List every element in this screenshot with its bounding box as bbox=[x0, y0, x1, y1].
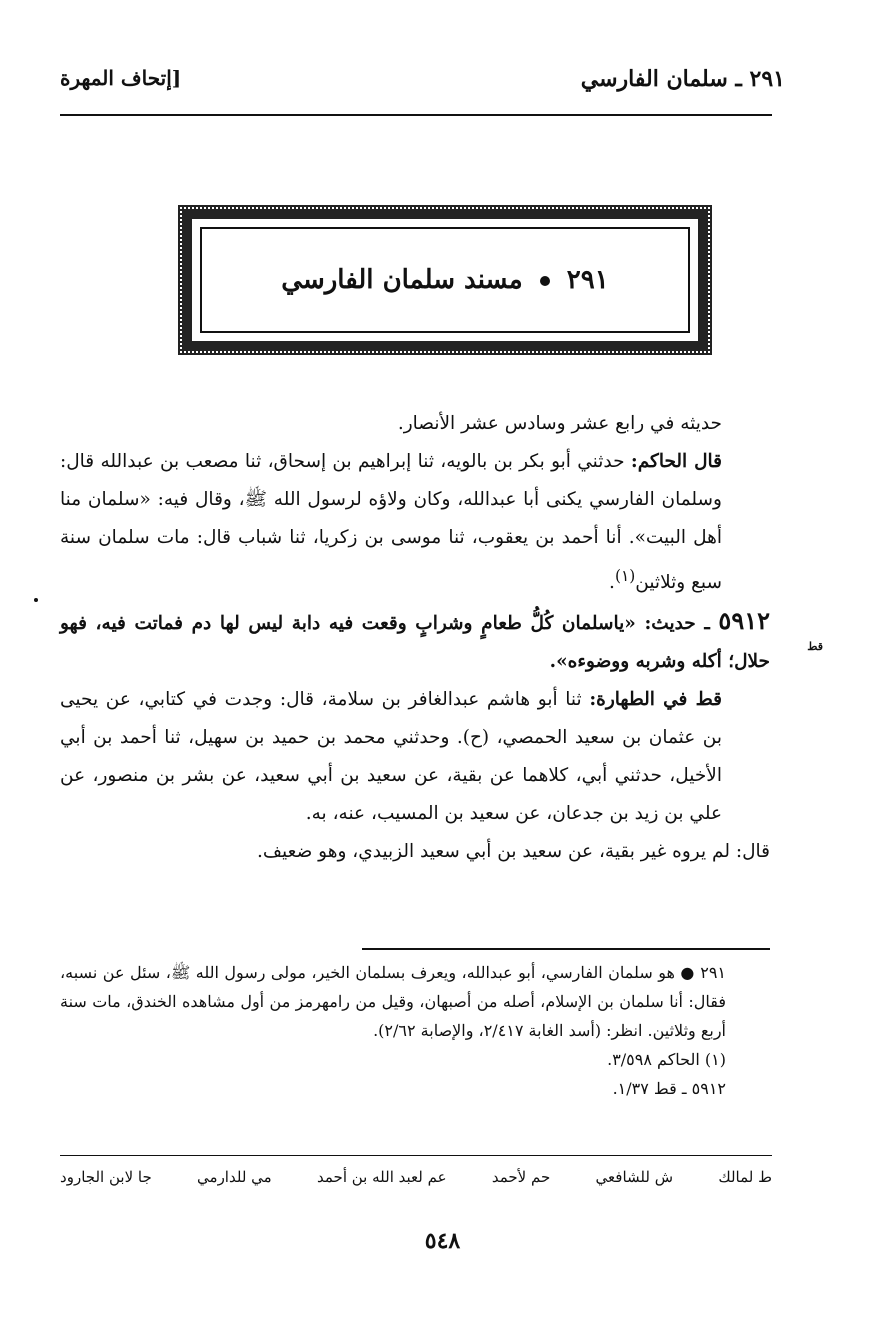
footnote-bio: ٢٩١ ● هو سلمان الفارسي، أبو عبدالله، ويعرف بسلمان الخير، مولى رسول الله ﷺ، سئل عن نسبه، فقال: أنا سلمان بن الإسلام، أصله من أصبهان، وقيل من رامهرمز من أول مشاهده الخندق، مات سنة أربع وثلاثين. انظر: (أسد الغابة ٢/٤١٧، والإصابة ٢/٦٢). bbox=[60, 963, 726, 1040]
source-marker: قط bbox=[807, 640, 823, 653]
footnote-ref-1: (١) bbox=[614, 567, 636, 585]
closing-paragraph: قال: لم يروه غير بقية، عن سعيد بن أبي سعيد الزبيدي، وهو ضعيف. bbox=[257, 841, 770, 863]
main-text bbox=[60, 405, 770, 871]
hakim-label: قال الحاكم: bbox=[630, 451, 722, 472]
header-divider bbox=[60, 114, 772, 116]
running-header-book-title: [إتحاف المهرة bbox=[60, 66, 182, 90]
hadith-paragraph bbox=[60, 602, 770, 681]
hakim-text: حدثني أبو بكر بن بالويه، ثنا إبراهيم بن إسحاق، ثنا مصعب بن عبدالله قال: وسلمان الفارسي يكنى أبا عبدالله، وكان ولاؤه لرسول الله ﷺ، وقال فيه: «سلمان منا أهل البيت». أنا أحمد بن يعقوب، ثنا موسى بن زكريا، ثنا شباب قال: مات سلمان سنة سبع وثلاثين bbox=[60, 451, 722, 594]
abbreviation-item: مي للدارمي bbox=[197, 1168, 272, 1186]
title-frame-inner bbox=[200, 227, 690, 333]
footnotes bbox=[60, 958, 770, 1103]
margin-dot bbox=[34, 598, 38, 602]
footnote-1: (١) الحاكم ٣/٥٩٨. bbox=[607, 1050, 726, 1069]
taharah-text: ثنا أبو هاشم عبدالغافر بن سلامة، قال: وجدت في كتابي، عن يحيى بن عثمان بن سعيد الحمصي، (ح). وحدثني محمد بن حميد بن سهيل، ثنا أحمد بن أبي الأخيل، حدثني أبي، كلاهما عن بقية، عن سعيد بن أبي سعيد، عن بشر بن منصور، عن علي بن زيد بن جدعان، عن سعيد بن المسيب، عنه، به. bbox=[60, 689, 722, 825]
section-number: ٢٩١ bbox=[566, 265, 609, 295]
page-number: ٥٤٨ bbox=[424, 1228, 461, 1254]
hadith-number: ٥٩١٢ bbox=[718, 606, 770, 636]
abbreviation-item: حم لأحمد bbox=[491, 1168, 551, 1186]
running-header-chapter: ٢٩١ ـ سلمان الفارسي bbox=[580, 66, 785, 92]
abbreviation-item: عم لعبد الله بن أحمد bbox=[317, 1168, 447, 1186]
section-title bbox=[281, 265, 608, 295]
abbreviations-key bbox=[60, 1168, 772, 1186]
abbreviation-item: جا لابن الجارود bbox=[60, 1168, 152, 1186]
intro-paragraph: حديثه في رابع عشر وسادس عشر الأنصار. bbox=[397, 413, 722, 434]
abbreviation-item: ط لمالك bbox=[718, 1168, 772, 1186]
bullet-icon bbox=[540, 276, 550, 286]
hadith-text: «ياسلمان كُلُّ طعامٍ وشرابٍ وقعت فيه دابة ليس لها دم فماتت فيه، فهو حلال؛ أكله وشربه ووضوءه». bbox=[60, 613, 770, 673]
footnote-2: ٥٩١٢ ـ قط ١/٣٧. bbox=[612, 1079, 726, 1098]
hadith-label: ـ حديث: bbox=[644, 613, 710, 635]
section-title-text: مسند سلمان الفارسي bbox=[281, 265, 523, 295]
taharah-label: قط في الطهارة: bbox=[589, 689, 723, 711]
taharah-paragraph bbox=[60, 681, 770, 833]
hakim-paragraph bbox=[60, 443, 770, 602]
hakim-end: . bbox=[609, 572, 615, 594]
abbreviations-divider bbox=[60, 1155, 772, 1156]
footnote-divider bbox=[362, 948, 770, 950]
ornamental-title-frame bbox=[178, 205, 712, 355]
abbreviation-item: ش للشافعي bbox=[595, 1168, 674, 1186]
